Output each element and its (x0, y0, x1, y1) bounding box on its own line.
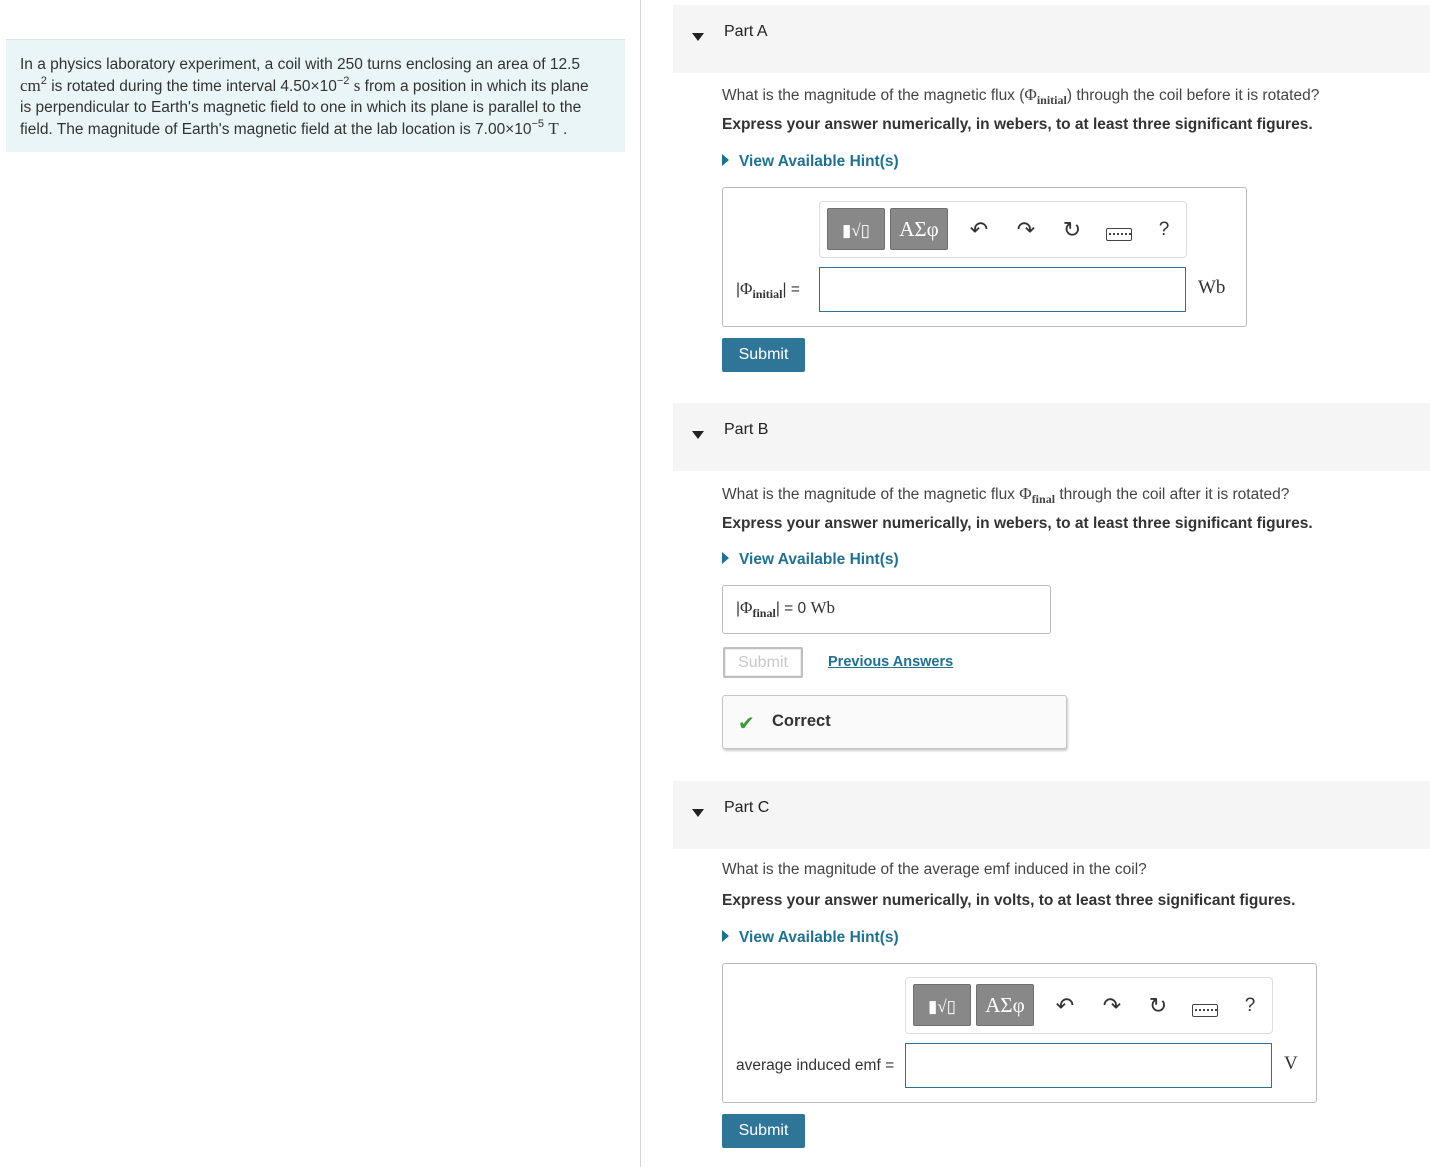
part-c-header[interactable] (673, 781, 1430, 849)
part-c-hint-link[interactable] (722, 929, 899, 947)
part-c-answer-box (722, 963, 1317, 1103)
templates-button[interactable] (827, 208, 885, 250)
part-b-answer-display: $|\Phi_{final}| = 0$ Wb (736, 598, 835, 620)
part-a-header[interactable] (673, 5, 1430, 73)
part-c-title: Part C (724, 799, 770, 816)
field-unit: T (548, 119, 559, 138)
phi-subscript: initial (752, 287, 783, 301)
part-a-answer-box (722, 187, 1247, 327)
part-c-answer-input[interactable] (905, 1043, 1272, 1088)
part-b-instruction: Express your answer numerically, in webers, to at least three significant figures. (722, 515, 1313, 532)
area-exponent: 2 (40, 75, 47, 87)
part-c-unit: V (1284, 1053, 1298, 1074)
phi-symbol: Φ (740, 598, 753, 617)
keyboard-icon[interactable] (1192, 1004, 1218, 1017)
question-text: What is the magnitude of the magnetic flux (722, 486, 1020, 503)
hint-label: View Available Hint(s) (739, 153, 899, 170)
part-a-equation-label: $|\Phi_{initial}|$ = (736, 279, 800, 301)
part-a-unit: Wb (1198, 277, 1226, 298)
caret-right-icon (722, 552, 729, 564)
collapse-triangle-icon[interactable] (692, 431, 704, 439)
problem-text-line4a: field. The magnitude of Earth's magnetic field at the lab location is 7.00×10 (20, 121, 532, 138)
time-unit: s (353, 76, 361, 95)
caret-right-icon (722, 154, 729, 166)
part-b-hint-link[interactable] (722, 551, 899, 569)
part-a-hint-link[interactable] (722, 153, 899, 171)
checkmark-icon: ✔ (738, 713, 755, 735)
part-c-submit-button[interactable]: Submit (722, 1114, 805, 1148)
part-b-title: Part B (724, 421, 769, 438)
answer-value: = 0 (784, 600, 807, 617)
reset-icon[interactable]: ↻ (1062, 217, 1082, 242)
symbols-label: ΑΣφ (985, 993, 1025, 1017)
part-a-title: Part A (724, 23, 768, 40)
math-toolbar (905, 977, 1273, 1034)
phi-symbol: Φ (740, 279, 753, 298)
correct-feedback (722, 695, 1067, 749)
phi-subscript: final (752, 606, 776, 620)
problem-text-line2a: is rotated during the time interval 4.50×10 (46, 78, 337, 95)
redo-icon[interactable]: ↷ (1016, 217, 1036, 242)
problem-panel (0, 0, 641, 1167)
part-c-instruction: Express your answer numerically, in volts, to at least three significant figures. (722, 892, 1296, 909)
redo-icon[interactable]: ↷ (1102, 993, 1122, 1018)
hint-label: View Available Hint(s) (739, 929, 899, 946)
problem-text-line1: In a physics laboratory experiment, a coil with 250 turns enclosing an area of 12.5 (20, 56, 581, 73)
symbols-label: ΑΣφ (899, 217, 939, 241)
problem-text-line2b: from a position in which its plane (360, 78, 589, 95)
keyboard-icon[interactable] (1106, 228, 1132, 241)
phi-symbol: Φ (1024, 85, 1037, 104)
collapse-triangle-icon[interactable] (692, 33, 704, 41)
part-b-question (722, 484, 1289, 507)
parts-panel (642, 0, 1430, 1167)
part-c-equation-label: average induced emf = (736, 1057, 895, 1074)
hint-label: View Available Hint(s) (739, 551, 899, 568)
part-a-question (722, 85, 1319, 108)
symbols-button[interactable] (890, 208, 948, 250)
phi-subscript: initial (1036, 93, 1067, 107)
feedback-text: Correct (772, 712, 831, 730)
part-c-question: What is the magnitude of the average emf induced in the coil? (722, 861, 1147, 878)
time-exponent: −2 (336, 75, 350, 87)
problem-text-line4b: . (558, 121, 568, 138)
reset-icon[interactable]: ↻ (1148, 993, 1168, 1018)
part-b-submit-button: Submit (723, 647, 803, 678)
part-b-header[interactable] (673, 403, 1430, 471)
phi-subscript: final (1031, 492, 1056, 506)
answer-unit: Wb (810, 598, 835, 617)
collapse-triangle-icon[interactable] (692, 809, 704, 817)
templates-button[interactable] (913, 984, 971, 1026)
part-a-instruction: Express your answer numerically, in webers, to at least three significant figures. (722, 116, 1313, 133)
part-b-answer-box (722, 585, 1051, 634)
undo-icon[interactable]: ↶ (969, 217, 989, 242)
templates-icon: ▮√▯ (927, 997, 957, 1016)
question-text: through the coil after it is rotated? (1055, 486, 1290, 503)
problem-text-line3: is perpendicular to Earth's magnetic field to one in which its plane is parallel to the (20, 99, 582, 116)
previous-answers-link[interactable]: Previous Answers (828, 654, 954, 670)
phi-symbol: Φ (1019, 484, 1032, 503)
area-unit: cm (20, 76, 41, 95)
help-icon[interactable]: ? (1158, 219, 1170, 240)
question-text: What is the magnitude of the magnetic flux ( (722, 87, 1025, 104)
problem-statement (6, 39, 625, 152)
caret-right-icon (722, 930, 729, 942)
question-text: ) through the coil before it is rotated? (1066, 87, 1320, 104)
symbols-button[interactable] (976, 984, 1034, 1026)
help-icon[interactable]: ? (1244, 995, 1256, 1016)
part-a-answer-input[interactable] (819, 267, 1186, 312)
part-a-submit-button[interactable]: Submit (722, 338, 805, 372)
undo-icon[interactable]: ↶ (1055, 993, 1075, 1018)
templates-icon: ▮√▯ (841, 221, 871, 240)
math-toolbar (819, 201, 1187, 258)
equals-sign: = (790, 281, 800, 298)
field-exponent: −5 (531, 118, 545, 130)
